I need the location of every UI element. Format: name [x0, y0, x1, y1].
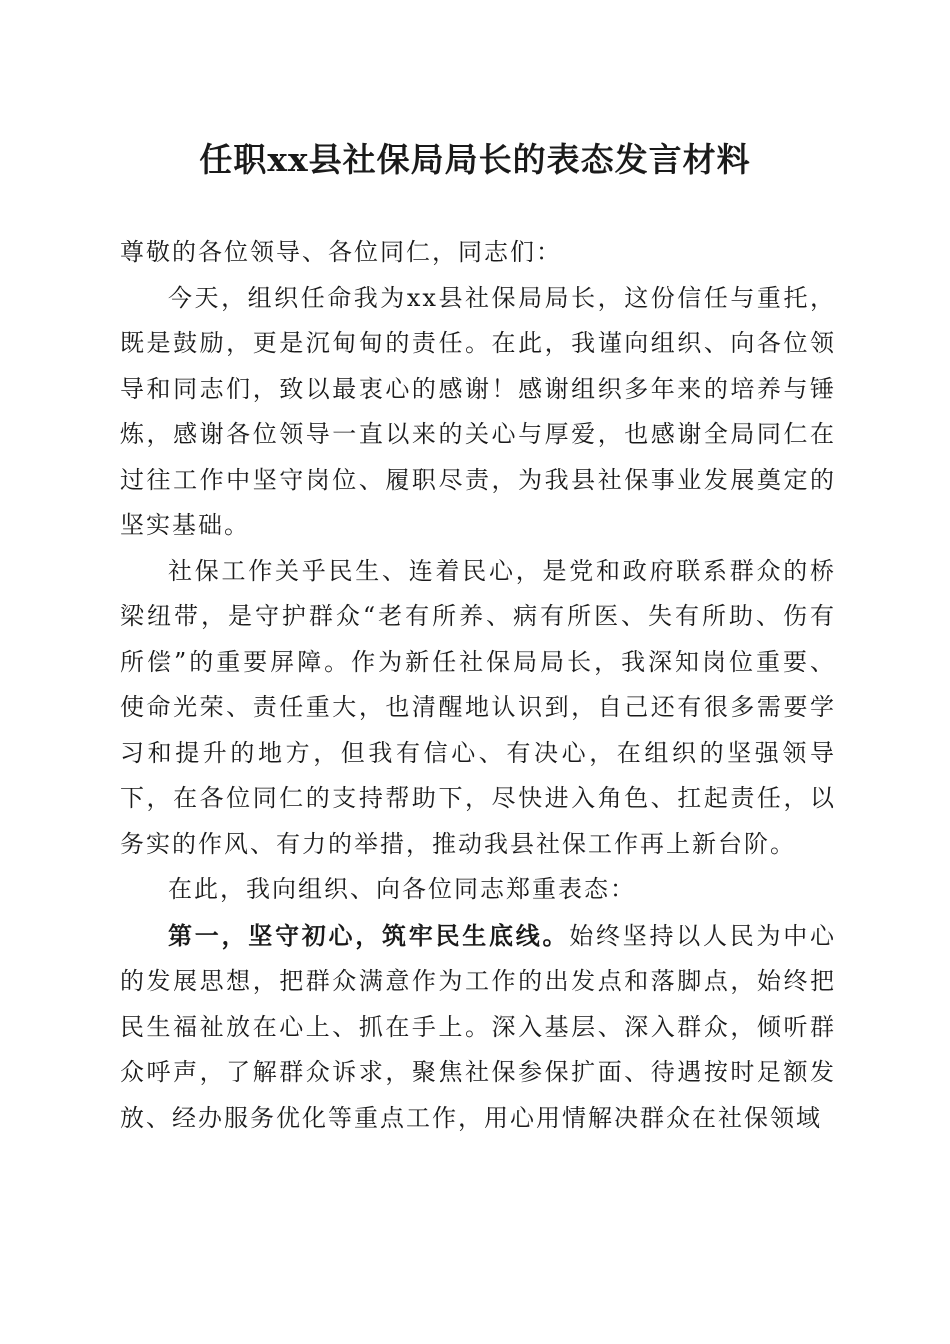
point-one-heading: 第一，坚守初心，筑牢民生底线。 [168, 920, 570, 950]
document-body [120, 230, 836, 1141]
salutation: 尊敬的各位领导、各位同仁，同志们： [120, 238, 562, 266]
paragraph-pledge-intro: 在此，我向组织、向各位同志郑重表态： [168, 875, 636, 903]
document-title: 任职xx县社保局局长的表态发言材料 [199, 140, 751, 179]
paragraph-mission: 社保工作关乎民生、连着民心，是党和政府联系群众的桥梁纽带，是守护群众“老有所养、病有所医、失有所助、伤有所偿”的重要屏障。作为新任社保局局长，我深知岗位重要、使命光荣、责任重大，也清醒地认识到，自己还有很多需要学习和提升的地方，但我有信心、有决心，在组织的坚强领导下，在各位同仁的支持帮助下，尽快进入角色、扛起责任，以务实的作风、有力的举措，推动我县社保工作再上新台阶。 [120, 556, 836, 858]
paragraph-point-one [120, 913, 836, 1142]
point-one-text: 始终坚持以人民为中心的发展思想，把群众满意作为工作的出发点和落脚点，始终把民生福祉放在心上、抓在手上。深入基层、深入群众，倾听群众呼声，了解群众诉求，聚焦社保参保扩面、待遇按时足额发放、经办服务优化等重点工作，用心用情解决群众在社保领域 [120, 921, 836, 1132]
paragraph-gratitude: 今天，组织任命我为xx县社保局局长，这份信任与重托，既是鼓励，更是沉甸甸的责任。在此，我谨向组织、向各位领导和同志们，致以最衷心的感谢！感谢组织多年来的培养与锤炼，感谢各位领导一直以来的关心与厚爱，也感谢全局同仁在过往工作中坚守岗位、履职尽责，为我县社保事业发展奠定的坚实基础。 [120, 283, 836, 539]
